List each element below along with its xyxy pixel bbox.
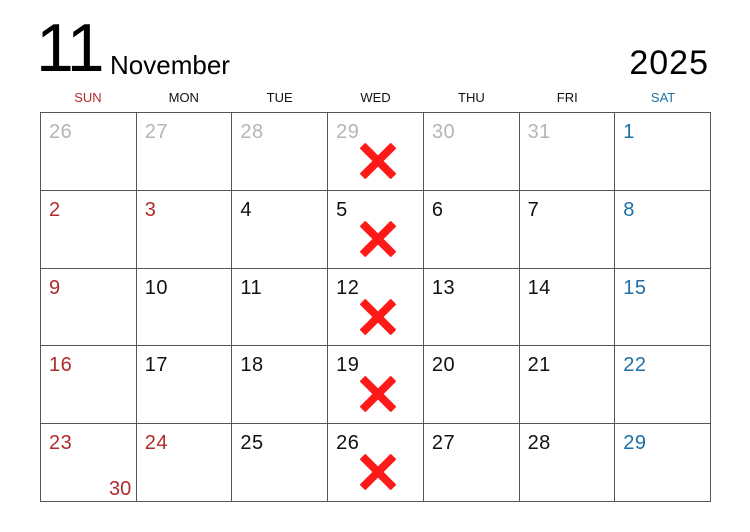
day-number: 3	[144, 198, 157, 221]
day-number: 30	[431, 121, 456, 143]
year: 2025	[629, 44, 709, 82]
day-cell[interactable]	[615, 191, 711, 269]
day-cell[interactable]	[232, 269, 328, 347]
day-cell[interactable]	[520, 113, 616, 191]
day-cell[interactable]	[424, 269, 520, 347]
day-number: 20	[431, 354, 456, 377]
day-number: 27	[144, 121, 168, 143]
day-cell[interactable]	[41, 424, 137, 502]
day-cell[interactable]	[520, 424, 616, 502]
day-number: 17	[144, 354, 168, 377]
day-cell[interactable]	[137, 424, 233, 502]
day-number: 4	[240, 198, 253, 221]
day-number: 27	[431, 432, 456, 455]
day-number: 23	[49, 432, 73, 455]
day-number: 8	[623, 198, 635, 221]
day-number: 29	[623, 432, 647, 455]
day-number: 31	[527, 121, 551, 143]
day-cell[interactable]	[328, 346, 424, 424]
day-number: 28	[527, 432, 551, 455]
cross-mark-icon	[358, 452, 398, 492]
day-cell[interactable]	[615, 424, 711, 502]
month-number: 11	[36, 10, 103, 86]
day-number: 28	[240, 121, 264, 143]
calendar-grid	[40, 112, 711, 502]
day-number: 13	[431, 276, 456, 299]
day-number-extra: 30	[109, 478, 132, 501]
day-number: 2	[49, 198, 61, 221]
day-number: 9	[49, 276, 61, 299]
day-cell[interactable]	[615, 346, 711, 424]
day-number: 26	[336, 432, 360, 455]
day-number: 21	[527, 354, 551, 377]
weekday-label-wed: WED	[360, 90, 391, 105]
weekday-label-sat: SAT	[650, 90, 676, 105]
day-cell[interactable]	[615, 113, 711, 191]
day-cell[interactable]	[137, 269, 233, 347]
day-number: 6	[431, 198, 444, 221]
day-number: 19	[336, 354, 360, 377]
month-name: November	[110, 50, 230, 80]
weekday-header-row	[40, 90, 711, 110]
day-number: 1	[623, 121, 635, 143]
day-cell[interactable]	[232, 346, 328, 424]
weekday-label-tue: TUE	[266, 90, 293, 105]
day-number: 14	[527, 276, 551, 299]
day-cell[interactable]	[520, 269, 616, 347]
day-number: 22	[623, 354, 647, 377]
day-cell[interactable]	[328, 424, 424, 502]
day-number: 29	[336, 121, 360, 143]
day-cell[interactable]	[328, 191, 424, 269]
weekday-label-fri: FRI	[556, 90, 578, 105]
day-cell[interactable]	[137, 113, 233, 191]
cross-mark-icon	[358, 297, 398, 337]
day-cell[interactable]	[137, 191, 233, 269]
day-number: 11	[240, 276, 263, 299]
day-cell[interactable]	[41, 113, 137, 191]
day-cell[interactable]	[520, 191, 616, 269]
day-number: 26	[49, 121, 73, 143]
day-cell[interactable]	[615, 269, 711, 347]
weekday-label-mon: MON	[168, 90, 199, 105]
day-number: 15	[623, 276, 647, 299]
cross-mark-icon	[358, 219, 398, 259]
day-cell[interactable]	[328, 269, 424, 347]
day-cell[interactable]	[424, 346, 520, 424]
day-cell[interactable]	[232, 113, 328, 191]
day-cell[interactable]	[41, 269, 137, 347]
day-number: 25	[240, 432, 264, 455]
day-number: 12	[336, 276, 360, 299]
weekday-label-sun: SUN	[74, 90, 102, 105]
day-number: 10	[144, 276, 168, 299]
day-cell[interactable]	[232, 424, 328, 502]
day-cell[interactable]	[232, 191, 328, 269]
weekday-label-thu: THU	[458, 90, 485, 105]
day-cell[interactable]	[137, 346, 233, 424]
day-cell[interactable]	[424, 191, 520, 269]
day-cell[interactable]	[41, 346, 137, 424]
day-cell[interactable]	[520, 346, 616, 424]
day-cell[interactable]	[328, 113, 424, 191]
cross-mark-icon	[358, 374, 398, 414]
day-number: 24	[144, 432, 168, 455]
cross-mark-icon	[358, 141, 398, 181]
day-number: 18	[240, 354, 264, 377]
day-number: 7	[527, 198, 540, 221]
day-number: 5	[336, 198, 348, 221]
day-cell[interactable]	[424, 113, 520, 191]
day-number: 16	[49, 354, 73, 377]
day-cell[interactable]	[424, 424, 520, 502]
day-cell[interactable]	[41, 191, 137, 269]
